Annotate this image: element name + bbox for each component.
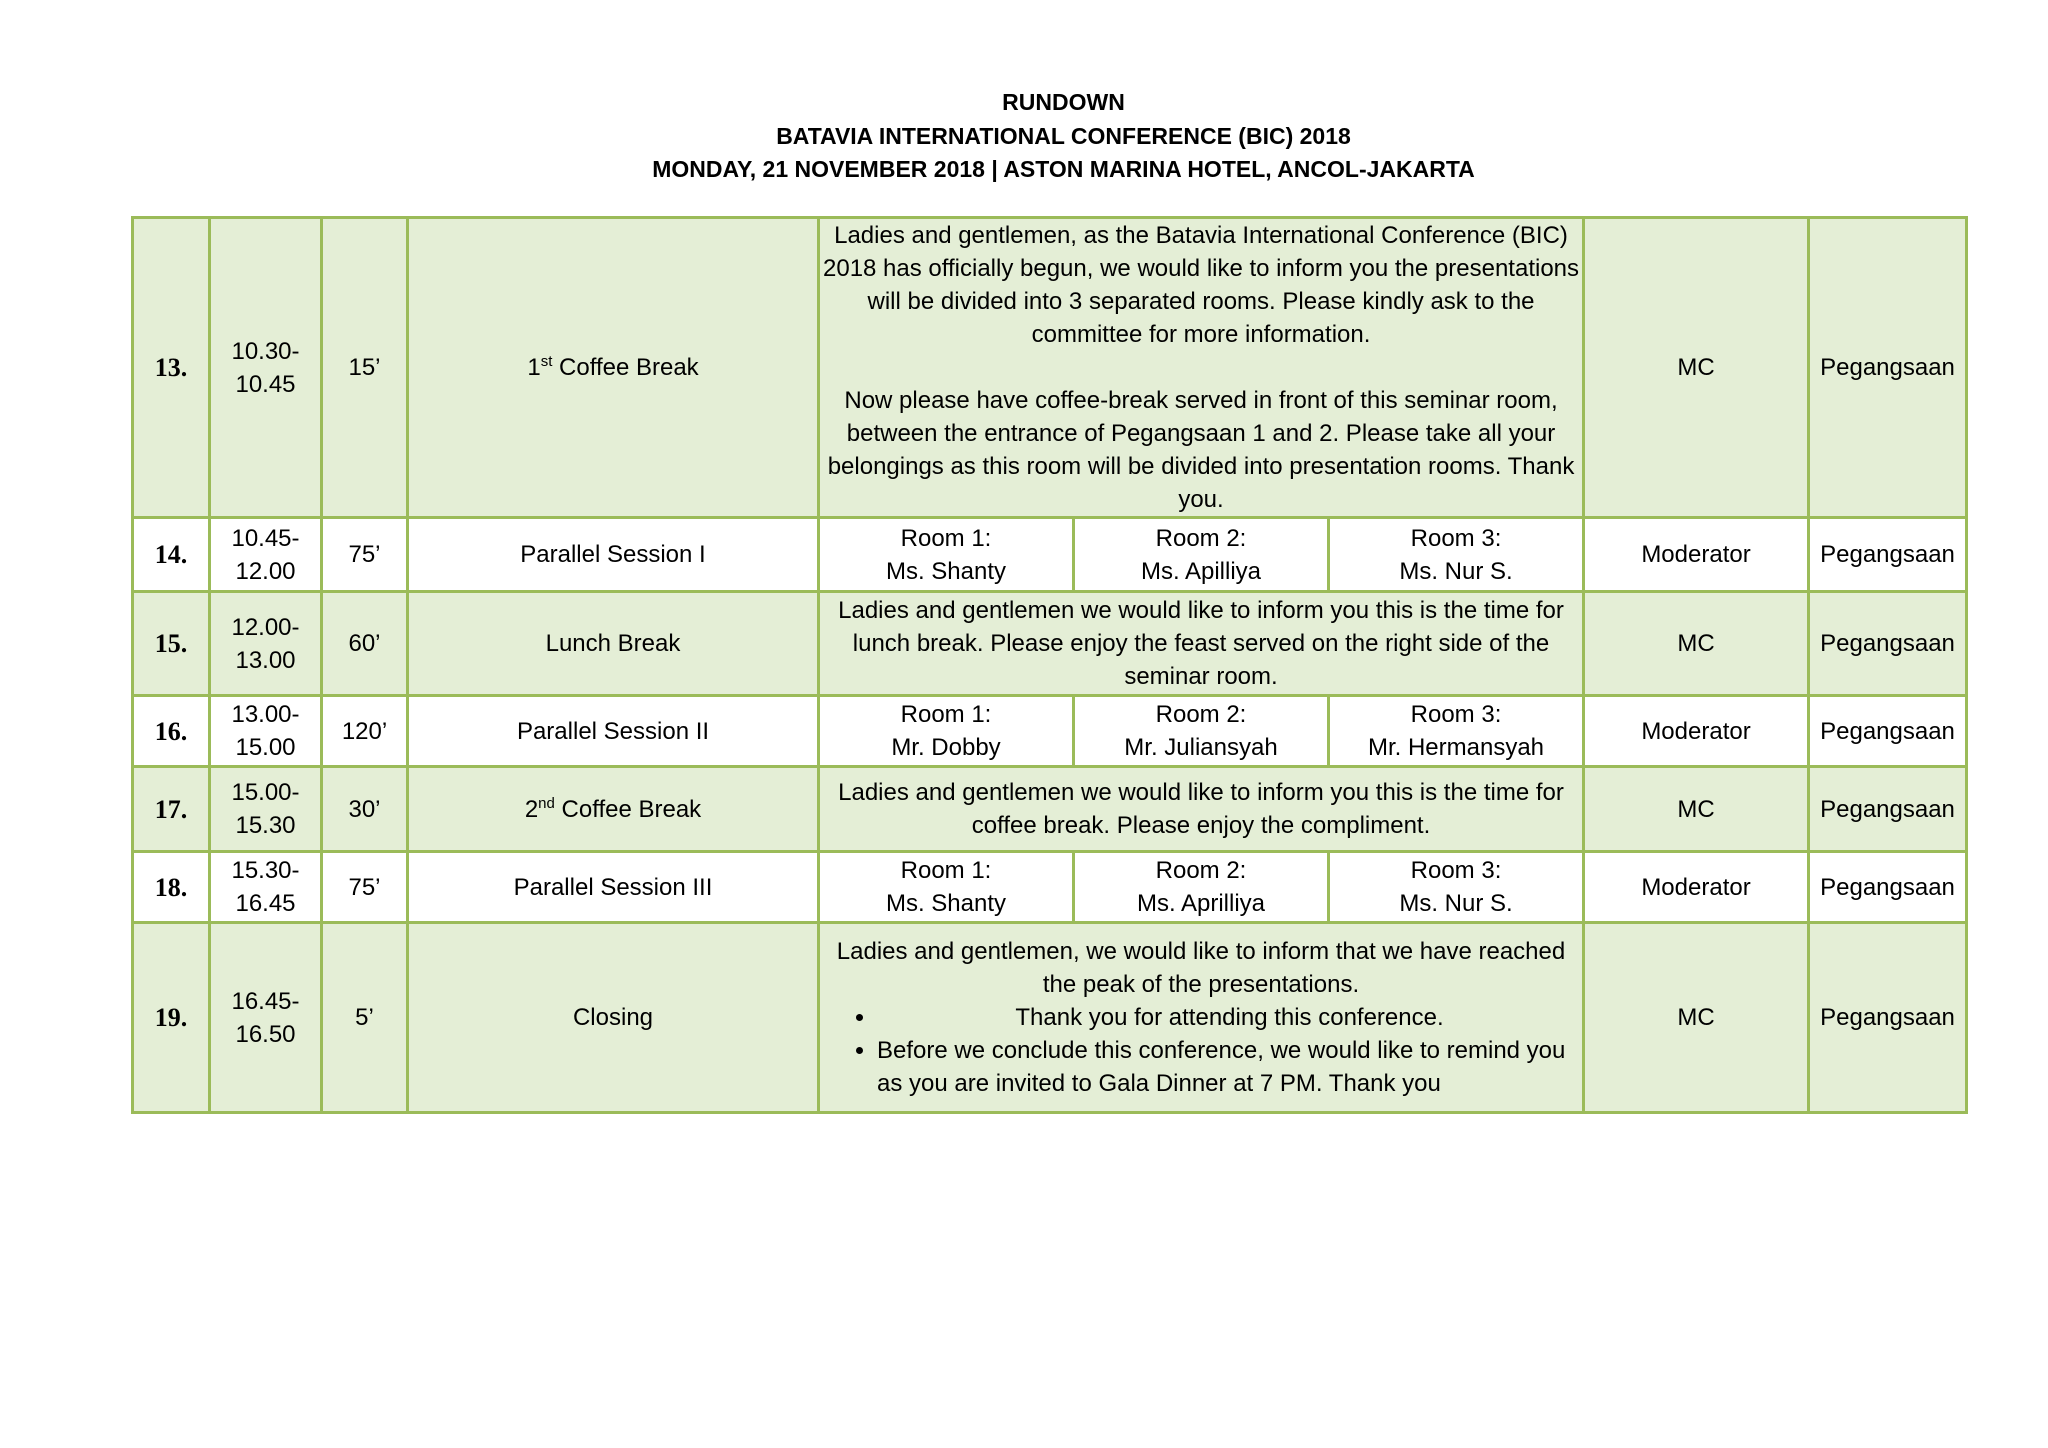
header-conference: BATAVIA INTERNATIONAL CONFERENCE (BIC) 2018: [776, 122, 1351, 149]
row-number: 13.: [133, 218, 210, 518]
header-date-venue: MONDAY, 21 NOVEMBER 2018 | ASTON MARINA HOTEL, ANCOL-JAKARTA: [652, 156, 1475, 182]
row-pic: MC: [1584, 592, 1809, 696]
row-venue: Pegangsaan: [1809, 767, 1967, 852]
row-pic: Moderator: [1584, 852, 1809, 923]
table-row: [133, 696, 1967, 767]
row-duration: 60’: [322, 592, 408, 696]
row-duration: 15’: [322, 218, 408, 518]
rundown-table: [131, 216, 1968, 1114]
row-description: [819, 767, 1584, 852]
row-activity: Closing: [408, 923, 819, 1113]
row-duration: 5’: [322, 923, 408, 1113]
room-cell: Room 3: Ms. Nur S.: [1329, 518, 1584, 592]
table-row: [133, 923, 1967, 1113]
row-activity: Parallel Session I: [408, 518, 819, 592]
room-cell: Room 2: Mr. Juliansyah: [1074, 696, 1329, 767]
room-cell: Room 1: Ms. Shanty: [819, 518, 1074, 592]
row-time: 15.30- 16.45: [210, 852, 322, 923]
row-time: 12.00- 13.00: [210, 592, 322, 696]
row-time: 16.45- 16.50: [210, 923, 322, 1113]
row-number: 18.: [133, 852, 210, 923]
header-title: RUNDOWN: [1002, 89, 1125, 115]
row-venue: Pegangsaan: [1809, 696, 1967, 767]
row-duration: 75’: [322, 518, 408, 592]
row-pic: Moderator: [1584, 696, 1809, 767]
row-number: 15.: [133, 592, 210, 696]
row-activity: Parallel Session III: [408, 852, 819, 923]
document-header: [0, 86, 2048, 187]
row-pic: MC: [1584, 218, 1809, 518]
row-venue: Pegangsaan: [1809, 218, 1967, 518]
description-paragraph: Ladies and gentlemen we would like to inform you this is the time for coffee break. Please enjoy the compliment.: [838, 779, 1564, 839]
row-number: 14.: [133, 518, 210, 592]
table-row: [133, 592, 1967, 696]
description-paragraph: Ladies and gentlemen, we would like to inform that we have reached the peak of the presentations.: [836, 938, 1566, 998]
row-venue: Pegangsaan: [1809, 518, 1967, 592]
list-item: • Thank you for attending this conference.: [877, 1001, 1582, 1034]
row-time: 10.30- 10.45: [210, 218, 322, 518]
row-description: [819, 923, 1584, 1113]
row-pic: Moderator: [1584, 518, 1809, 592]
row-pic: MC: [1584, 767, 1809, 852]
room-cell: Room 2: Ms. Aprilliya: [1074, 852, 1329, 923]
row-time: 10.45- 12.00: [210, 518, 322, 592]
description-paragraph: Ladies and gentlemen we would like to inform you this is the time for lunch break. Please enjoy the feast served on the right side of the seminar room.: [838, 597, 1564, 690]
row-venue: Pegangsaan: [1809, 852, 1967, 923]
room-cell: Room 2: Ms. Apilliya: [1074, 518, 1329, 592]
row-activity: Lunch Break: [408, 592, 819, 696]
table-row: [133, 518, 1967, 592]
room-cell: Room 3: Mr. Hermansyah: [1329, 696, 1584, 767]
table-row: [133, 767, 1967, 852]
table-row: [133, 218, 1967, 518]
room-cell: Room 3: Ms. Nur S.: [1329, 852, 1584, 923]
row-number: 17.: [133, 767, 210, 852]
row-time: 15.00- 15.30: [210, 767, 322, 852]
row-time: 13.00- 15.00: [210, 696, 322, 767]
row-activity: 2nd Coffee Break: [408, 767, 819, 852]
description-paragraph: Ladies and gentlemen, as the Batavia International Conference (BIC) 2018 has officially begun, we would like to inform you the presentations will be divided into 3 separated rooms. Please kindly ask to the committee for more information.: [823, 222, 1580, 348]
row-pic: MC: [1584, 923, 1809, 1113]
room-cell: Room 1: Mr. Dobby: [819, 696, 1074, 767]
row-activity: 1st Coffee Break: [408, 218, 819, 518]
row-number: 16.: [133, 696, 210, 767]
row-number: 19.: [133, 923, 210, 1113]
closing-bullet-list: [820, 1001, 1582, 1100]
description-paragraph: Now please have coffee-break served in front of this seminar room, between the entrance of Pegangsaan 1 and 2. Please take all your belongings as this room will be divided into presentation rooms. Thank you.: [827, 387, 1575, 513]
row-venue: Pegangsaan: [1809, 592, 1967, 696]
row-venue: Pegangsaan: [1809, 923, 1967, 1113]
list-item: • Before we conclude this conference, we would like to remind you as you are invited to Gala Dinner at 7 PM. Thank you: [877, 1034, 1582, 1100]
table-row: [133, 852, 1967, 923]
row-description: [819, 218, 1584, 518]
row-description: [819, 592, 1584, 696]
row-duration: 75’: [322, 852, 408, 923]
row-activity: Parallel Session II: [408, 696, 819, 767]
row-duration: 120’: [322, 696, 408, 767]
row-duration: 30’: [322, 767, 408, 852]
room-cell: Room 1: Ms. Shanty: [819, 852, 1074, 923]
